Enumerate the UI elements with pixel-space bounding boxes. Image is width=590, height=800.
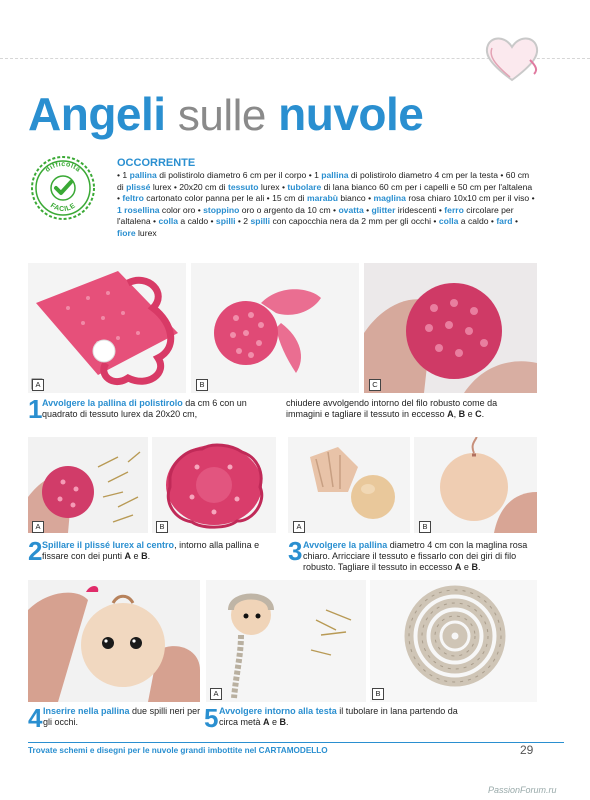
text-run: di polistirolo diametro 6 cm per il corpo • 1: [156, 170, 322, 180]
text-run: di lana bianco 60 cm per i capelli e 50 cm per l'altalena •: [117, 181, 533, 204]
reference-letter: A: [447, 409, 454, 419]
footer-note: [28, 746, 328, 755]
text-run: , intorno alla pallina e fissare con dei punti: [42, 540, 260, 561]
photo-5a-yarn-head: [206, 580, 366, 702]
highlight-text: fard: [496, 216, 513, 227]
materials-list: [117, 170, 537, 240]
highlight-text: fiore: [117, 227, 136, 238]
highlight-text: colla: [438, 216, 459, 227]
reference-letter: C: [475, 409, 482, 419]
title-part-3: nuvole: [278, 88, 424, 140]
text-run: circolare per l'altalena •: [117, 204, 514, 227]
badge-bottom-text: FACILE: [48, 202, 78, 214]
highlight-text: Avvolgere la pallina di polistirolo: [42, 398, 183, 408]
heart-icon: [480, 30, 544, 86]
photo-1a-fabric: [28, 263, 186, 393]
text-run: • 2: [235, 216, 251, 227]
text-run: ,: [453, 409, 459, 419]
step-3-number: 3: [288, 536, 303, 566]
step-1-text-continued: [286, 398, 526, 420]
text-run: • 1: [117, 170, 130, 180]
photo-5b-yarn-coil: [370, 580, 537, 702]
highlight-text: Inserire nella pallina: [43, 706, 130, 716]
highlight-text: tessuto: [227, 181, 259, 192]
highlight-text: glitter: [371, 204, 396, 215]
label-a: A: [293, 521, 305, 533]
text-run: .: [481, 409, 485, 419]
text-run: lurex • 20x20 cm di: [150, 181, 228, 192]
text-run: oro o argento da 10 cm •: [239, 204, 339, 215]
text-run: bianco •: [337, 193, 374, 204]
text-run: cartonato color panna per le ali • 15 cm di: [143, 193, 307, 204]
title-part-2: sulle: [177, 91, 266, 140]
text-run: •: [363, 204, 372, 215]
photo-3b-covered-head: [414, 437, 537, 533]
photo-4-face: [28, 580, 200, 702]
highlight-text: ferro: [444, 204, 464, 215]
label-c: C: [369, 379, 381, 391]
label-b: B: [419, 521, 431, 533]
highlight-text: marabù: [306, 193, 338, 204]
highlight-text: tubolare: [287, 181, 322, 192]
text-run: lurex •: [258, 181, 288, 192]
step-3-text: [303, 540, 539, 573]
text-run: Trovate schemi e disegni per le nuvole grandi imbottite nel: [28, 746, 259, 755]
highlight-text: colla: [158, 216, 179, 227]
text-run: •: [512, 216, 518, 227]
highlight-text: spilli: [250, 216, 271, 227]
reference-letter: A: [263, 717, 270, 727]
reference-letter: A: [454, 562, 462, 572]
reference-letter: A: [124, 551, 132, 561]
text-run: a caldo •: [458, 216, 497, 227]
watermark: PassionForum.ru: [488, 785, 557, 795]
text-run: e: [461, 562, 472, 572]
page-title: [28, 86, 423, 144]
text-run: .: [286, 717, 289, 727]
label-a: A: [210, 688, 222, 700]
step-4-text: [43, 706, 203, 728]
text-run: .: [477, 562, 481, 572]
photo-3a-head-ball: [288, 437, 410, 533]
reference-letter: B: [458, 409, 466, 419]
highlight-text: pallina: [129, 170, 157, 180]
badge-top-text: difficoltà: [44, 160, 82, 174]
text-run: iridescenti •: [395, 204, 445, 215]
photo-2b-ruffle: [152, 437, 276, 533]
text-run: rosa chiaro 10x10 cm per il viso •: [405, 193, 535, 204]
label-a: A: [32, 521, 44, 533]
text-run: color oro •: [159, 204, 204, 215]
step-2-text: [42, 540, 274, 562]
text-run: CARTAMODELLO: [258, 746, 328, 755]
step-2-number: 2: [28, 536, 43, 566]
text-run: diametro 4 cm con la maglina rosa chiaro. Arricciare il tessuto e fissarlo con dei giri di filo robusto. Tagliare il tessuto in eccesso: [303, 540, 528, 572]
text-run: a caldo •: [178, 216, 216, 227]
step-5-text: [219, 706, 469, 728]
highlight-text: plissé: [126, 181, 151, 192]
highlight-text: ovatta: [338, 204, 364, 215]
text-run: due spilli neri per gli occhi.: [43, 706, 201, 727]
reference-letter: B: [471, 562, 478, 572]
highlight-text: maglina: [373, 193, 406, 204]
text-run: di polistirolo diametro 4 cm per la testa • 60 cm di: [117, 170, 530, 192]
step-5-number: 5: [204, 703, 219, 733]
highlight-text: Spillare il plissé lurex al centro: [42, 540, 175, 550]
highlight-text: Avvolgere la pallina: [303, 540, 388, 550]
step-1-text: [42, 398, 277, 420]
highlight-text: Avvolgere intorno alla testa: [219, 706, 337, 716]
text-run: da cm 6 con un quadrato di tessuto lurex da 20x20 cm,: [42, 398, 247, 419]
label-a: A: [32, 379, 44, 391]
text-run: lurex: [135, 227, 157, 238]
text-run: e: [465, 409, 476, 419]
highlight-text: stoppino: [203, 204, 240, 215]
title-part-1: Angeli: [28, 88, 166, 140]
step-1-number: 1: [28, 394, 43, 424]
text-run: .: [147, 551, 151, 561]
reference-letter: B: [141, 551, 148, 561]
label-b: B: [156, 521, 168, 533]
reference-letter: B: [279, 717, 287, 727]
label-b: B: [196, 379, 208, 391]
text-run: e: [269, 717, 280, 727]
highlight-text: feltro: [122, 193, 144, 204]
photo-2a-pinning: [28, 437, 148, 533]
highlight-text: pallina: [321, 170, 349, 180]
highlight-text: spilli: [215, 216, 236, 227]
highlight-text: 1 rosellina: [117, 204, 160, 215]
photo-1b-wrapped-ball: [191, 263, 359, 393]
step-4-number: 4: [28, 703, 43, 733]
text-run: il tubolare in lana partendo da circa metà: [219, 706, 458, 727]
text-run: chiudere avvolgendo intorno del filo robusto come da immagini e tagliare il tessuto in eccesso: [286, 398, 498, 419]
photo-1c-tied-ball: [364, 263, 537, 393]
materials-heading: OCCORRENTE: [117, 157, 196, 169]
text-run: con capocchia nera da 2 mm per gli occhi •: [270, 216, 439, 227]
label-b: B: [372, 688, 384, 700]
difficulty-badge: [30, 155, 96, 221]
text-run: e: [131, 551, 142, 561]
page-number: 29: [520, 743, 534, 757]
footer-divider: [28, 742, 564, 743]
